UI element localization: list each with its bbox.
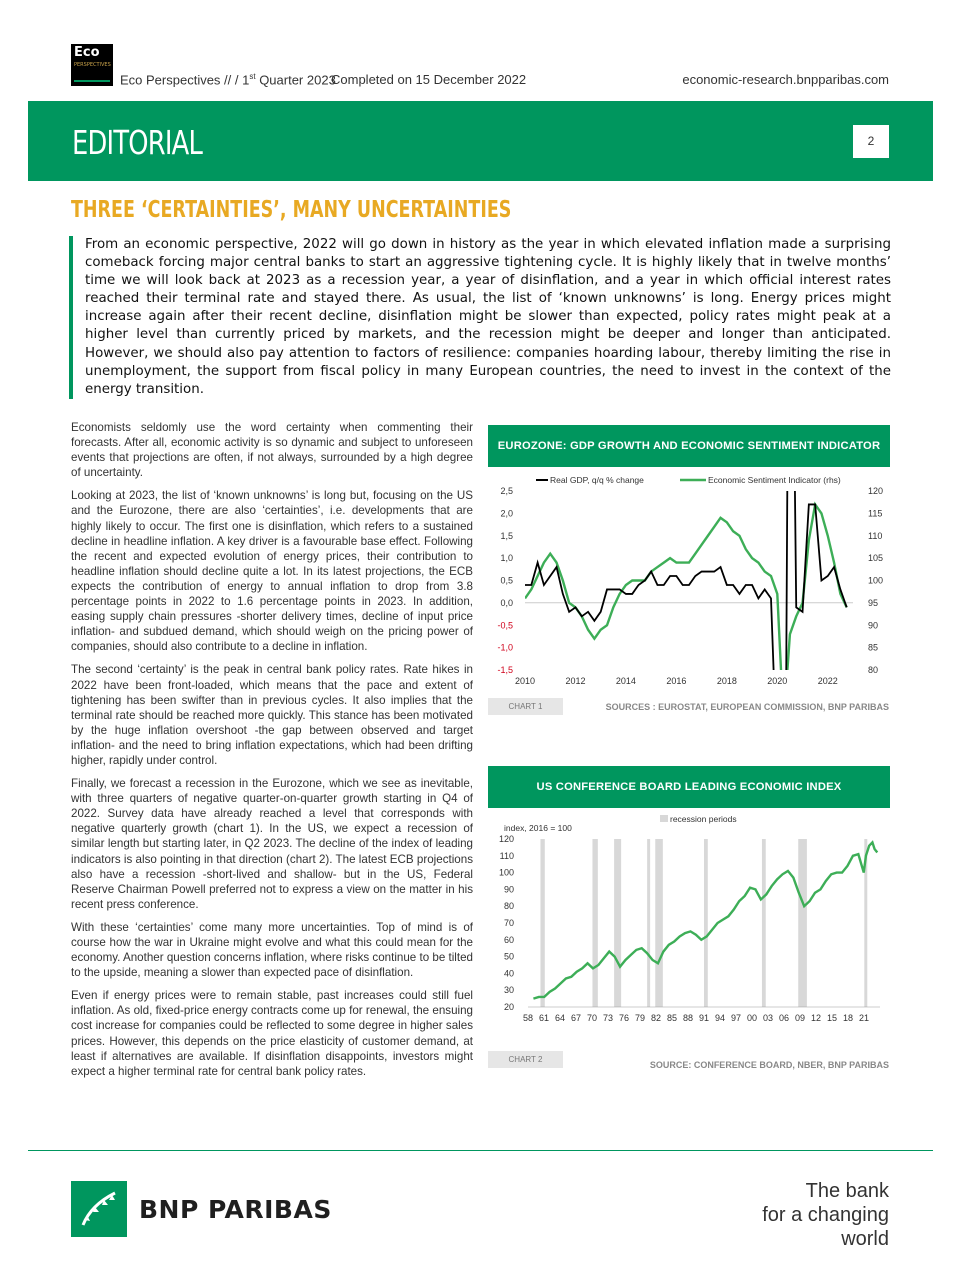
chart1-right-tick-label: 100	[868, 575, 884, 586]
chart2-recession-band	[762, 839, 766, 1007]
chart2-y-tick-label: 50	[503, 951, 514, 962]
chart2-x-tick-label: 18	[842, 1013, 854, 1023]
chart1-right-tick-label: 80	[868, 665, 879, 675]
website-link[interactable]: economic-research.bnpparibas.com	[682, 72, 889, 87]
chart1-left-tick-label: -1,0	[497, 642, 513, 653]
chart2-recession-band	[540, 839, 544, 1007]
chart2-x-tick-label: 85	[666, 1013, 678, 1023]
chart2-x-tick-label: 94	[714, 1013, 726, 1023]
chart1-tag: CHART 1	[488, 698, 563, 715]
chart1-x-tick-label: 2016	[666, 676, 687, 686]
chart2-plot	[488, 810, 890, 1032]
chart2-x-tick-label: 91	[698, 1013, 710, 1023]
chart1-x-tick-label: 2022	[817, 676, 838, 686]
chart2-x-tick-label: 73	[602, 1013, 614, 1023]
chart1-right-tick-label: 85	[868, 642, 879, 653]
chart2-x-tick-label: 97	[730, 1013, 742, 1023]
chart2-x-tick-label: 00	[746, 1013, 758, 1023]
body-paragraph: The second ‘certainty’ is the peak in central bank policy rates. Rate hikes in 2022 have been front-loaded, which means that the pace and extent of tightening has been swifter than in previous cycles. It also implies that the terminal rate should be reached more quickly. This stance has been motivated by the huge inflation overshoot -the gap between observed and target inflation- and the need to bring inflation expectations, which had been drifting higher, rapidly under control.	[71, 663, 473, 767]
chart1-x-tick-label: 2018	[716, 676, 737, 686]
chart2-recession-band	[647, 839, 650, 1007]
chart2-y-tick-label: 120	[498, 834, 514, 844]
chart2-x-tick-label: 61	[538, 1013, 550, 1023]
body-paragraph: With these ‘certainties’ come many more uncertainties. Top of mind is of course how the war in Ukraine might evolve and what this could mean for the economy. Another question concerns inflation, where risks continue to be tilted to the upside, meaning a slower than expected pace of disinflation.	[71, 920, 473, 980]
chart2-y-tick-label: 100	[498, 867, 514, 878]
chart2-tag: CHART 2	[488, 1051, 563, 1068]
chart2-x-tick-label: 70	[586, 1013, 598, 1023]
body-paragraph: Finally, we forecast a recession in the Eurozone, which we see as inevitable, with three quarters of negative quarter-on-quarter growth starting in Q4 of 2022. Survey data have already reached a level that corresponds with negative quarterly growth (chart 1). In the US, we expect a recession of similar length but starting later, in Q2 2023. The decline of the index of leading indicators is also pointing in that direction (chart 2). The latest ECB projections also have a recession -short-lived and shallow- but in the US, Federal Reserve Chairman Powell preferred not to express a view on the matter in his recent press conference.	[71, 777, 473, 911]
chart1-right-tick-label: 105	[868, 553, 884, 564]
chart1-title: EUROZONE: GDP GROWTH AND ECONOMIC SENTIMENT INDICATOR	[488, 425, 890, 467]
chart1-left-tick-label: 2,0	[500, 508, 513, 519]
banner-title: EDITORIAL	[72, 123, 203, 162]
article-body	[71, 420, 473, 1087]
chart2-x-tick-label: 21	[858, 1013, 870, 1023]
chart2-y-tick-label: 30	[503, 985, 514, 996]
chart1-right-tick-label: 110	[868, 530, 883, 541]
chart1-left-tick-label: -0,5	[497, 620, 513, 631]
chart2-x-tick-label: 03	[762, 1013, 774, 1023]
body-paragraph: Even if energy prices were to remain stable, past increases could still fuel inflation. As old, fixed-price energy contracts come up for renewal, the ensuing cost increase for companies could be reflected to some degree in higher sales prices. However, this depends on the price elasticity of customer demand, at least if alternatives are available. If disinflation disappoints, investors might expect a higher terminal rate for central bank policy rates.	[71, 989, 473, 1078]
chart1-left-tick-label: -1,5	[497, 665, 513, 675]
body-paragraph: Economists seldomly use the word certainty when commenting their forecasts. After all, economic activity is so dynamic and subject to unforeseen events that projections are often, if not always, surrounded by a high degree of uncertainty.	[71, 421, 473, 480]
chart1-left-tick-label: 0,0	[500, 597, 513, 608]
publication-label: Eco Perspectives // / 1st Quarter 2023	[120, 72, 336, 88]
completion-date: Completed on 15 December 2022	[331, 72, 527, 87]
chart2-y-tick-label: 60	[503, 934, 514, 945]
chart1-x-tick-label: 2010	[514, 676, 536, 686]
chart2-x-tick-label: 88	[682, 1013, 694, 1023]
chart2-x-tick-label: 79	[634, 1013, 646, 1023]
eco-perspectives-logo: Eco PERSPECTIVES	[71, 44, 113, 86]
editorial-banner	[28, 101, 933, 181]
chart1-right-tick-label: 120	[868, 486, 884, 496]
chart1-x-tick-label: 2014	[615, 676, 636, 686]
chart2-recession-band	[798, 839, 807, 1007]
chart2-recession-band	[592, 839, 597, 1007]
chart2-x-tick-label: 12	[810, 1013, 822, 1023]
chart2-recession-band	[704, 839, 708, 1007]
chart2-x-tick-label: 67	[570, 1013, 582, 1023]
chart2-title: US CONFERENCE BOARD LEADING ECONOMIC INDEX	[488, 766, 890, 808]
body-paragraph: Looking at 2023, the list of ‘known unknowns’ is long but, focusing on the US and the Eurozone, there are also ‘certainties’, i.e. developments that are highly likely to occur. The first one is disinflation, which refers to a sustained decline in headline inflation. A key driver is a favourable base effect. Following the recent and expected evolution of energy prices, their contribution to headline inflation should decline quite a lot. In its latest projections, the ECB expects the contribution of energy to annual inflation to drop from 3.8 percentage points in 2022 to 1.6 percentage points in 2023. In addition, easing supply chain pressures -shorter delivery times, decline of input price inflation- and subdued demand, which should weigh on the pricing power of companies, should also contribute to a decline in inflation.	[71, 489, 473, 654]
chart2-x-tick-label: 06	[778, 1013, 790, 1023]
chart1-x-tick-label: 2012	[565, 676, 586, 686]
article-title: THREE ‘CERTAINTIES’, MANY UNCERTAINTIES	[71, 197, 512, 223]
chart2-y-tick-label: 20	[503, 1002, 514, 1012]
intro-paragraph: From an economic perspective, 2022 will go down in history as the year in which elevated inflation made a surprising comeback forcing major central banks to start an aggressive tightening cycle. It is highly likely that in twelve months’ time we will look back at 2023 as a recession year, a year of disinflation, and a year in which official interest rates reached their terminal rate and stayed there. As usual, the list of ‘known unknowns’ is long. Energy prices might increase again after their recent decline, disinflation might be slower than expected, policy rates might peak at a higher level than currently priced by markets, and the recession might be deeper and longer than anticipated. However, we should also pay attention to factors of resilience: companies hoarding labour, thereby limiting the rise in unemployment, the support from fiscal policy in many European countries, the need to invest in the context of the energy transition.	[69, 236, 891, 399]
chart2-x-tick-label: 58	[522, 1013, 534, 1023]
chart1-series-gdp	[525, 470, 847, 692]
chart2-y-tick-label: 70	[503, 918, 514, 928]
chart2-x-tick-label: 64	[554, 1013, 566, 1023]
brand-tagline: The bank for a changing world	[762, 1180, 889, 1250]
chart2-x-tick-label: 15	[826, 1013, 838, 1023]
chart1-left-tick-label: 1,0	[500, 553, 513, 564]
chart1-source: SOURCES : EUROSTAT, EUROPEAN COMMISSION, BNP PARIBAS	[605, 702, 889, 712]
chart1-x-tick-label: 2020	[767, 676, 788, 686]
footer-divider	[28, 1150, 933, 1151]
chart1-plot	[488, 470, 890, 692]
bnp-stars-logo	[71, 1181, 127, 1237]
chart2-x-tick-label: 82	[650, 1013, 662, 1023]
page-number: 2	[853, 125, 889, 158]
chart2-y-tick-label: 90	[503, 884, 514, 895]
chart1-legend-gdp: Real GDP, q/q % change	[550, 475, 644, 485]
chart1-legend-esi: Economic Sentiment Indicator (rhs)	[708, 475, 841, 485]
chart2-y-tick-label: 80	[503, 901, 514, 912]
chart1-left-tick-label: 1,5	[500, 530, 513, 541]
chart2-recession-band	[614, 839, 621, 1007]
chart1-left-tick-label: 0,5	[500, 575, 513, 586]
chart1-right-tick-label: 90	[868, 620, 879, 631]
chart2-x-tick-label: 09	[794, 1013, 806, 1023]
brand-name: BNP PARIBAS	[139, 1195, 332, 1224]
chart1-series-esi	[525, 504, 847, 692]
chart2-source: SOURCE: CONFERENCE BOARD, NBER, BNP PARIBAS	[649, 1060, 889, 1070]
chart1-right-tick-label: 95	[868, 597, 879, 608]
chart2-x-tick-label: 76	[618, 1013, 630, 1023]
chart1-right-tick-label: 115	[868, 508, 883, 519]
chart2-legend-label: recession periods	[670, 814, 737, 824]
chart2-recession-band	[655, 839, 663, 1007]
chart2-y-tick-label: 110	[499, 850, 514, 861]
chart2-legend-swatch	[660, 815, 668, 822]
chart2-y-tick-label: 40	[503, 968, 514, 979]
chart2-y-axis-label: index, 2016 = 100	[504, 823, 572, 833]
chart1-left-tick-label: 2,5	[500, 486, 513, 496]
